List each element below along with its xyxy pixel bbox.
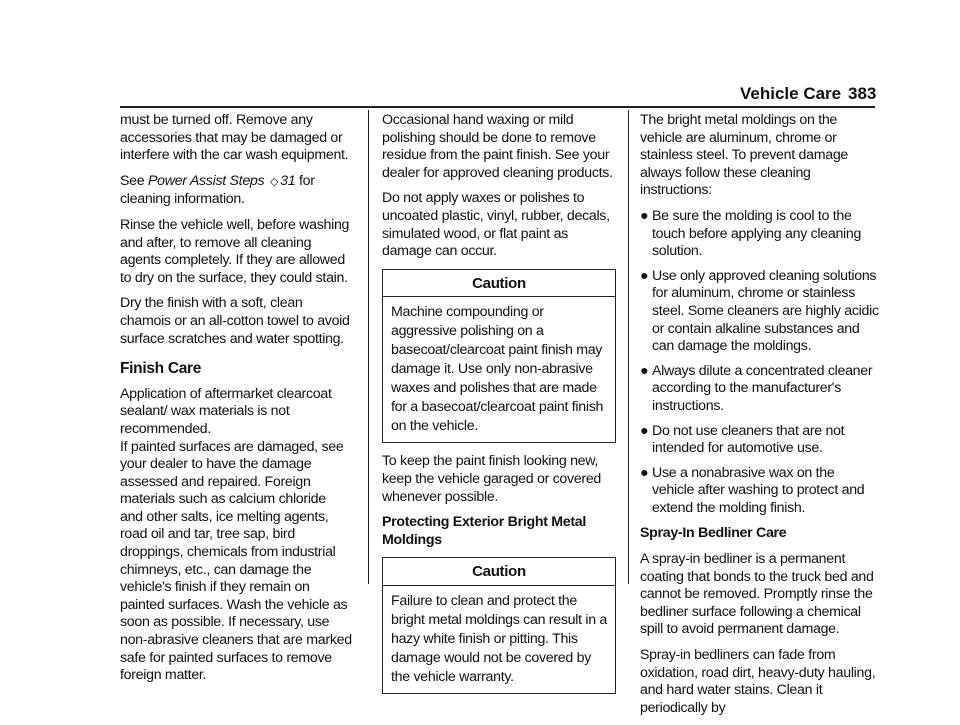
paragraph: must be turned off. Remove any accessories that may be damaged or interfere with the car wash equipment. <box>120 112 349 164</box>
cross-reference-link[interactable]: Power Assist Steps ◇ 31 <box>148 172 296 189</box>
bullet-icon: ● <box>640 464 649 481</box>
caution-box <box>382 557 616 694</box>
caution-title: Caution <box>383 558 615 586</box>
see-text: See <box>120 172 145 189</box>
bullet-icon: ● <box>640 267 649 284</box>
paragraph: Application of aftermarket clearcoat sealant/ wax materials is not recommended. <box>120 385 332 437</box>
list-item: ● Use a nonabrasive wax on the vehicle after washing to protect and extend the molding finish. <box>640 464 865 516</box>
column-1 <box>120 112 352 693</box>
paragraph: Spray-in bedliners can fade from oxidation, road dirt, heavy-duty hauling, and hard water stains. Clean it periodically by <box>640 647 876 716</box>
column-3 <box>640 112 880 725</box>
paragraph: Rinse the vehicle well, before washing and after, to remove all cleaning agents completely. If they are allowed to dry on the surface, they could stain. <box>120 216 350 286</box>
header-section-title: Vehicle Care <box>740 84 842 103</box>
column-divider-2 <box>628 110 629 584</box>
caution-title: Caution <box>383 270 615 298</box>
paragraph: If painted surfaces are damaged, see your dealer to have the damage assessed and repaired. Foreign materials such as calcium chloride and other salts, ice melting agents, road oil and tar, tree sap, bird droppings, chemicals from industrial chimneys, etc., can damage the vehicle's finish if they remain on painted surfaces. Wash the vehicle as soon as possible. If necessary, use non-abrasive cleaners that are marked safe for painted surfaces to remove foreign matter. <box>120 438 352 684</box>
bullet-icon: ● <box>640 207 649 224</box>
paragraph: Do not apply waxes or polishes to uncoated plastic, vinyl, rubber, decals, simulated wood, or flat paint as damage can occur. <box>382 190 610 260</box>
header-page-number: 383 <box>848 84 877 103</box>
paragraph: To keep the paint finish looking new, keep the vehicle garaged or covered whenever possible. <box>382 453 602 505</box>
subsection-heading: Protecting Exterior Bright Metal Moldings <box>382 514 587 548</box>
paragraph: A spray-in bedliner is a permanent coating that bonds to the truck bed and cannot be removed. Promptly rinse the bedliner surface following a chemical spill to avoid permanent damage. <box>640 551 874 638</box>
caution-box <box>382 269 616 444</box>
bullet-list <box>640 208 880 518</box>
list-item: ● Use only approved cleaning solutions for aluminum, chrome or stainless steel. Some cleaners are highly acidic or contain alkaline substances and can damage the moldings. <box>640 267 879 355</box>
subsection-heading: Spray-In Bedliner Care <box>640 525 787 542</box>
column-divider-1 <box>368 110 369 584</box>
cross-reference-paragraph: See Power Assist Steps ◇ 31 for cleaning information. <box>120 172 315 208</box>
header-rule <box>120 106 875 108</box>
bullet-icon: ● <box>640 422 649 439</box>
page-reference-icon: ◇ <box>269 175 279 188</box>
list-item: ● Do not use cleaners that are not intended for automotive use. <box>640 422 845 457</box>
section-heading: Finish Care <box>120 360 202 378</box>
caution-text: Machine compounding or aggressive polishing on a basecoat/clearcoat paint finish may damage it. Use only non-abrasive waxes and polishes that are made for a basecoat/clearcoat paint finish on the vehicle. <box>391 304 604 435</box>
paragraph: Occasional hand waxing or mild polishing should be done to remove residue from the paint finish. See your dealer for approved cleaning products. <box>382 112 613 181</box>
caution-text: Failure to clean and protect the bright metal moldings can result in a hazy white finish or pitting. This damage would not be covered by the vehicle warranty. <box>391 592 608 685</box>
bullet-icon: ● <box>640 362 649 379</box>
paragraph: The bright metal moldings on the vehicle are aluminum, chrome or stainless steel. To prevent damage always follow these cleaning instructions: <box>640 112 848 199</box>
list-item: ● Be sure the molding is cool to the touch before applying any cleaning solution. <box>640 207 862 260</box>
list-item: ● Always dilute a concentrated cleaner according to the manufacturer's instructions. <box>640 362 873 414</box>
paragraph: Dry the finish with a soft, clean chamois or an all-cotton towel to avoid surface scratches and water spotting. <box>120 295 350 347</box>
column-2 <box>382 112 616 704</box>
